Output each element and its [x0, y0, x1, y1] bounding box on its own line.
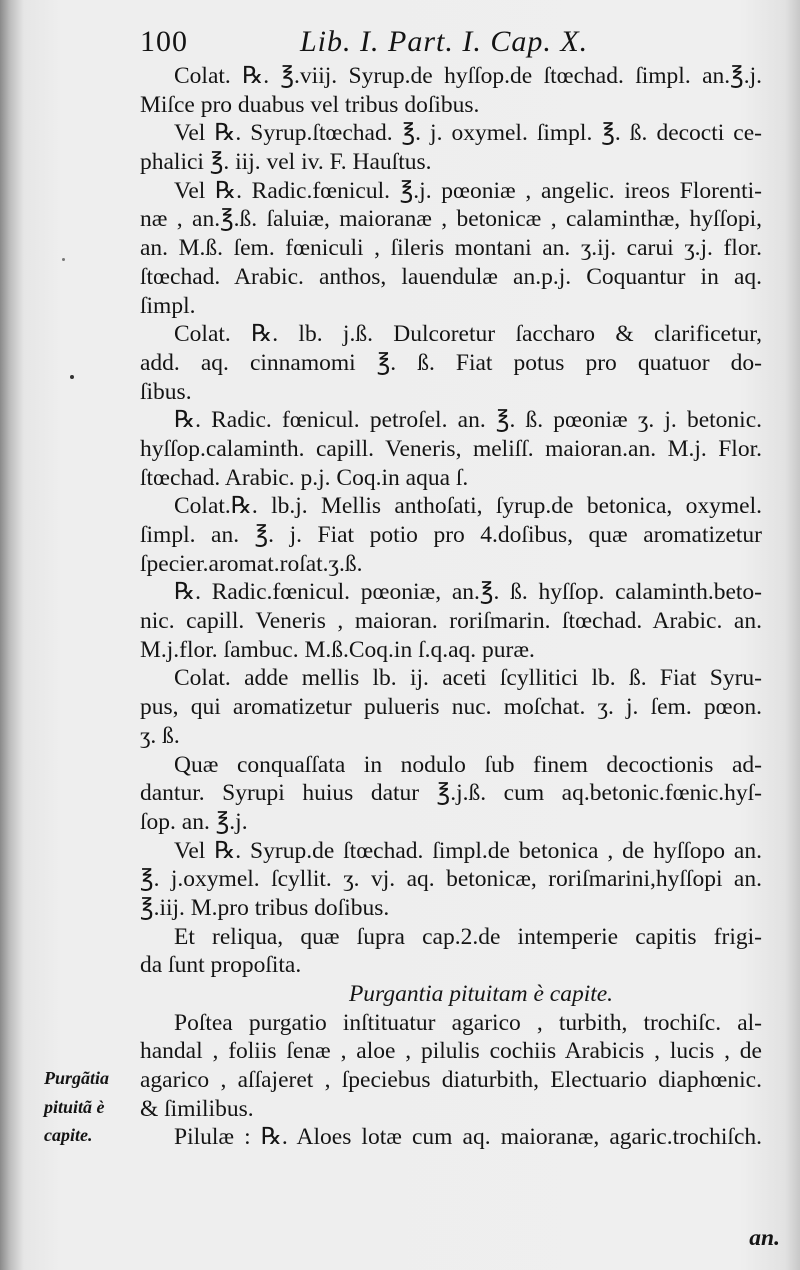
text-line: Et reliqua, quæ ſupra cap.2.de intemperie capitis frigi-: [174, 923, 762, 950]
text-line: an. M.ß. ſem. fœniculi , ſileris montani an. ʒ.ij. carui ʒ.j. flor.: [140, 235, 762, 262]
margin-note: [44, 1064, 140, 1150]
text-line: ſtœchad. Arabic. anthos, lauendulæ an.p.j. Coquantur in aq.: [140, 263, 762, 290]
text-line: ſtœchad. Arabic. p.j. Coq.in aqua ſ.: [140, 464, 469, 491]
text-line: ʒ. ß.: [140, 722, 180, 749]
text-line: ℥. j.oxymel. ſcyllit. ʒ. vj. aq. betonicæ, roriſmarini,hyſſopi an.: [140, 866, 762, 893]
page-header: [140, 22, 760, 62]
running-head: Lib. I. Part. I. Cap. X.: [300, 25, 589, 58]
body-text: [140, 62, 762, 1152]
text-line: Pilulæ : ℞. Aloes lotæ cum aq. maioranæ, agaric.trochiſch.: [174, 1124, 762, 1151]
text-line: Miſce pro duabus vel tribus doſibus.: [140, 91, 480, 118]
text-line: ſibus.: [140, 378, 192, 405]
text-line: nic. capill. Veneris , maioran. roriſmarin. ſtœchad. Arabic. an.: [140, 608, 762, 635]
text-line: Colat. ℞. ℥.viij. Syrup.de hyſſop.de ſtœchad. ſimpl. an.℥.j.: [174, 63, 762, 89]
text-line: add. aq. cinnamomi ℥. ß. Fiat potus pro quatuor do-: [140, 349, 762, 376]
page-number: 100: [140, 25, 188, 58]
text-line: Poſtea purgatio inſtituatur agarico , turbith, trochiſc. al-: [174, 1009, 762, 1036]
text-line: & ſimilibus.: [140, 1095, 254, 1122]
text-line: ℞. Radic. fœnicul. petroſel. an. ℥. ß. pœoniæ ʒ. j. betonic.: [174, 407, 762, 434]
text-line: Colat. ℞. lb. j.ß. Dulcoretur ſaccharo & clarificetur,: [174, 321, 762, 348]
text-line: ℞. Radic.fœnicul. pœoniæ, an.℥. ß. hyſſop. calaminth.beto-: [174, 579, 762, 606]
text-line: pus, qui aromatizetur pulueris nuc. moſchat. ʒ. j. ſem. pœon.: [140, 694, 762, 721]
text-line: Vel ℞. Syrup.ſtœchad. ℥. j. oxymel. ſimpl. ℥. ß. decocti ce-: [174, 120, 762, 147]
text-line: dantur. Syrupi huius datur ℥.j.ß. cum aq.betonic.fœnic.hyſ-: [140, 780, 762, 807]
text-line: ſimpl.: [140, 292, 196, 319]
ink-spot: [70, 375, 74, 379]
text-line: Vel ℞. Radic.fœnicul. ℥.j. pœoniæ , angelic. ireos Florenti-: [174, 177, 762, 204]
text-line: Colat. adde mellis lb. ij. aceti ſcyllitici lb. ß. Fiat Syru-: [174, 665, 762, 692]
text-line: Vel ℞. Syrup.de ſtœchad. ſimpl.de betonica , de hyſſopo an.: [174, 837, 762, 864]
text-line: ℥.iij. M.pro tribus doſibus.: [140, 894, 390, 921]
ink-spot: [62, 258, 65, 261]
text-line: ſimpl. an. ℥. j. Fiat potio pro 4.doſibus, quæ aromatizetur: [140, 522, 762, 548]
text-line: ſpecier.aromat.roſat.ʒ.ß.: [140, 550, 363, 577]
text-line: ſop. an. ℥.j.: [140, 808, 248, 835]
text-line: handal , foliis ſenæ , aloe , pilulis cochiis Arabicis , lucis , de: [140, 1038, 762, 1065]
text-line: M.j.flor. ſambuc. M.ß.Coq.in ſ.q.aq. puræ.: [140, 636, 535, 663]
text-line: da ſunt propoſita.: [140, 952, 302, 979]
text-line: næ , an.℥.ß. ſaluiæ, maioranæ , betonicæ , calaminthæ, hyſſopi,: [140, 206, 762, 233]
text-line: phalici ℥. iij. vel iv. F. Hauſtus.: [140, 149, 432, 176]
text-line: Colat.℞. lb.j. Mellis anthoſati, ſyrup.de betonica, oxymel.: [174, 493, 762, 520]
text-line: Quæ conquaſſata in nodulo ſub finem decoctionis ad-: [174, 751, 762, 778]
text-line: hyſſop.calaminth. capill. Veneris, meliſſ. maioran.an. M.j. Flor.: [140, 435, 762, 462]
catchword: an.: [749, 1225, 780, 1251]
margin-note-line: pituitã è: [44, 1096, 105, 1117]
margin-note-line: Purgãtia: [44, 1068, 110, 1088]
margin-note-line: capite.: [44, 1125, 93, 1146]
section-heading: Purgantia pituitam è capite.: [348, 981, 614, 1007]
text-line: agarico , aſſajeret , ſpeciebus diaturbith, Electuario diaphœnic.: [140, 1067, 762, 1094]
